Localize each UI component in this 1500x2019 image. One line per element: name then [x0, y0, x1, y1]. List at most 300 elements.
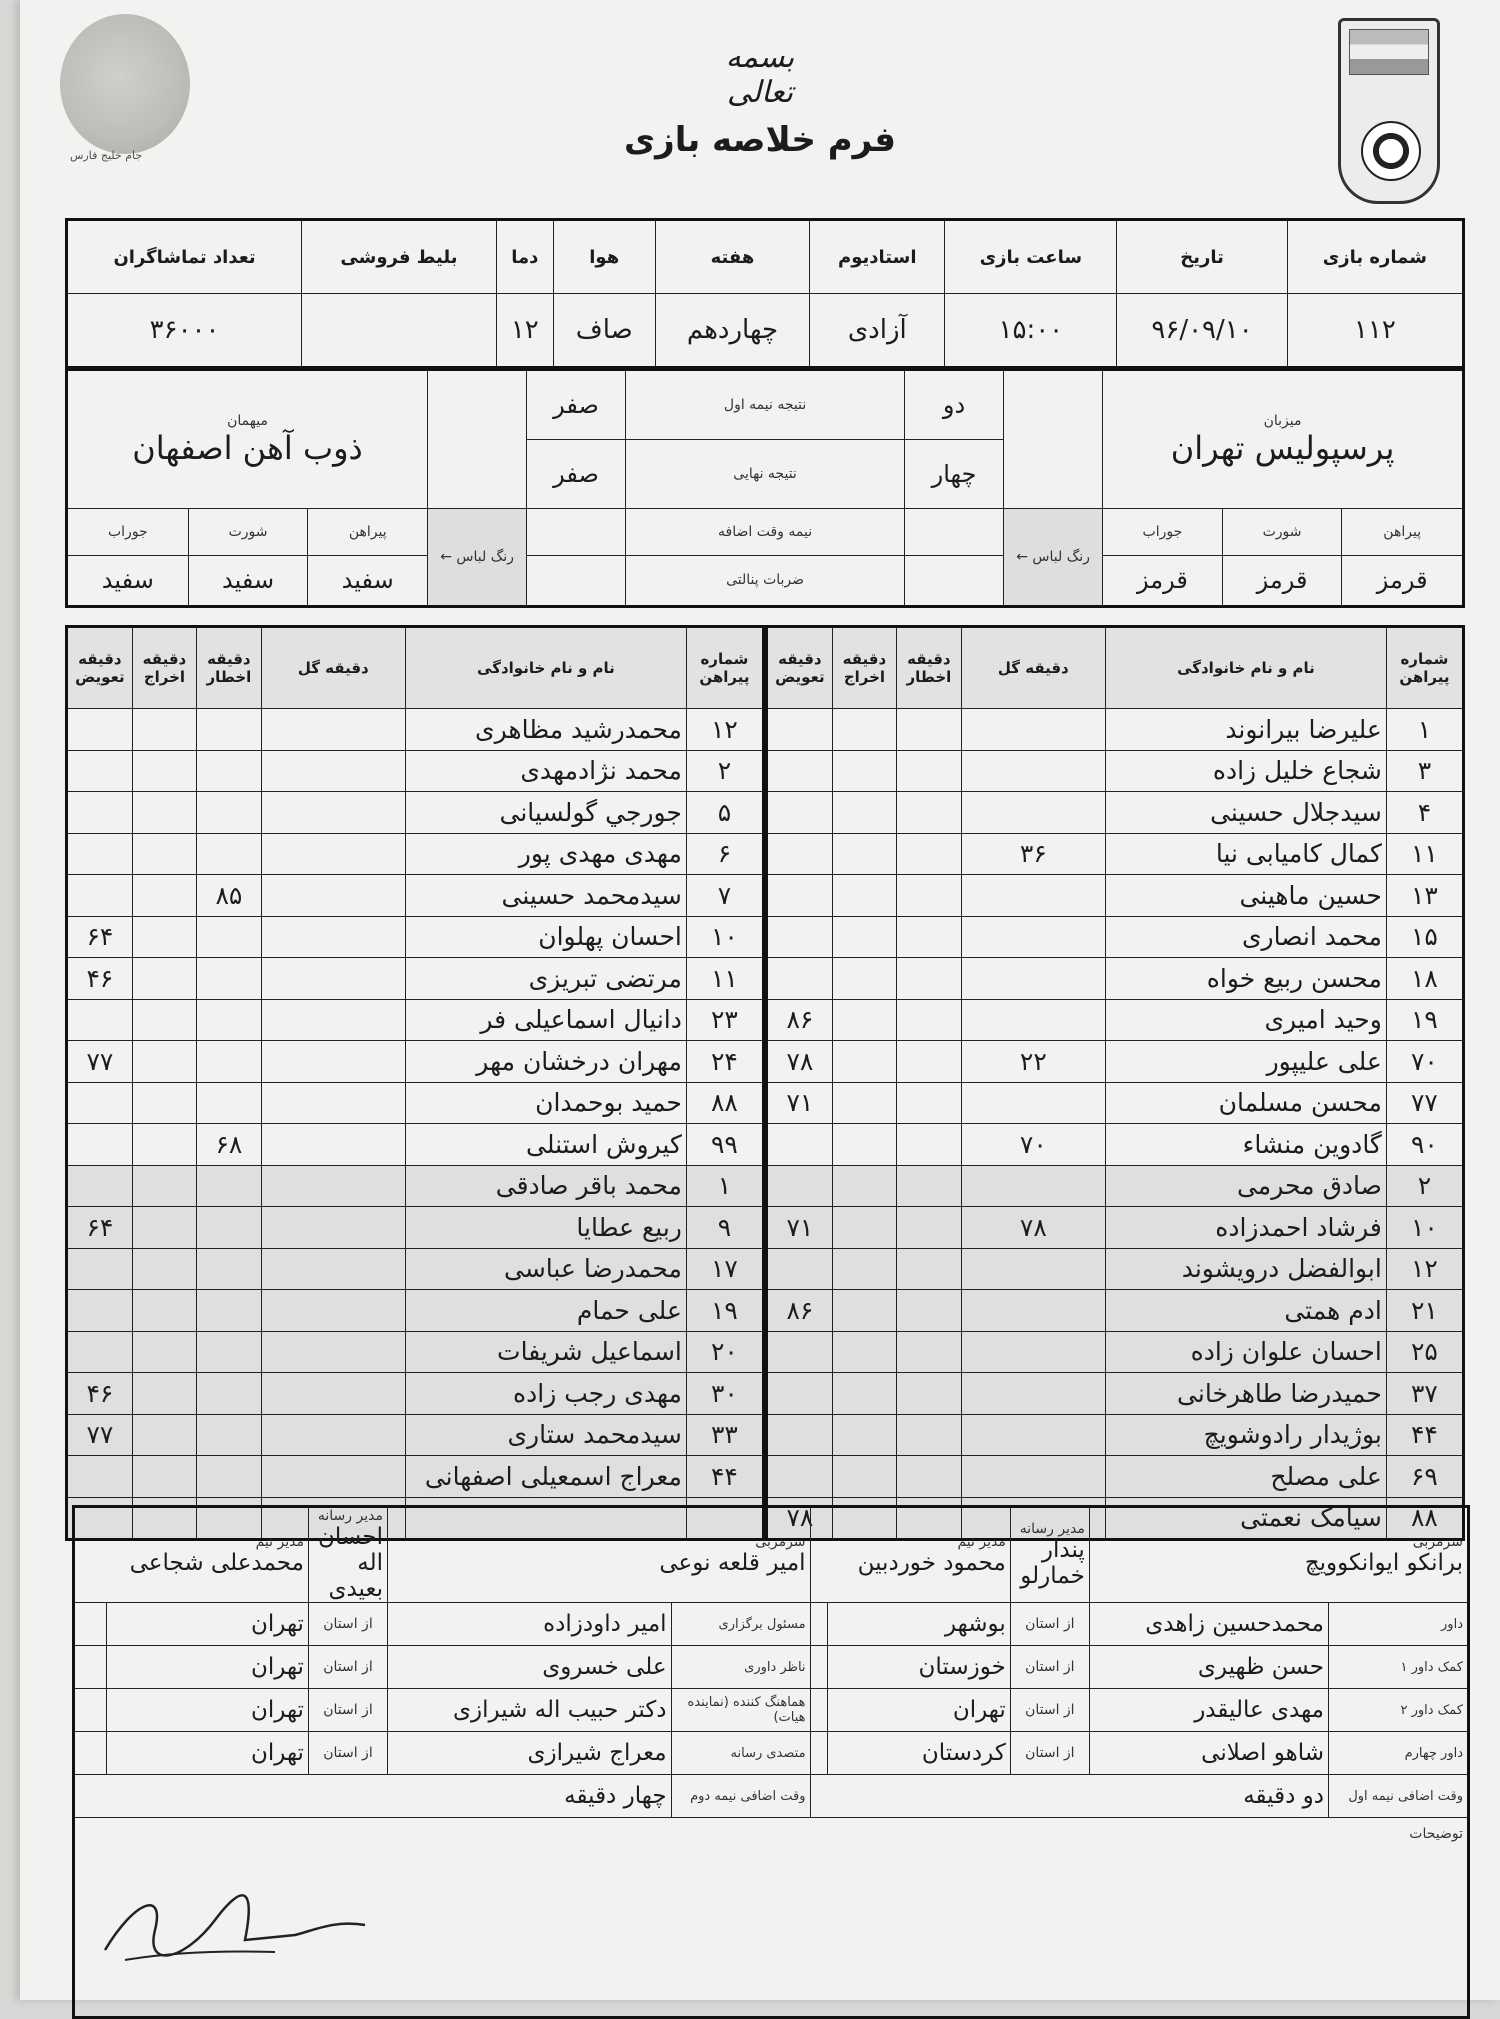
host-media-name: پندار خمارلو	[1020, 1537, 1085, 1589]
official-name: دکتر حبیب اله شیرازی	[387, 1689, 671, 1732]
sendoff-minute	[132, 1248, 196, 1290]
player-number: ۲۵	[1386, 1331, 1463, 1373]
col-warning: دقیقه اخطار	[897, 627, 961, 709]
player-number: ۹	[686, 1207, 763, 1249]
guest-coach-name: امیر قلعه نوعی	[659, 1550, 806, 1576]
host-player-row	[767, 916, 1464, 958]
player-name: مهدی مهدی پور	[405, 833, 686, 875]
sendoff-minute	[132, 1456, 196, 1498]
official-role: کمک داور ۱	[1329, 1646, 1469, 1689]
player-name: احسان پهلوان	[405, 916, 686, 958]
host-kit-space	[1004, 370, 1103, 509]
sendoff-minute	[132, 1414, 196, 1456]
substitution-minute	[67, 1290, 133, 1332]
host-player-row	[767, 875, 1464, 917]
label-weather: هوا	[553, 220, 655, 294]
host-manager-cell	[810, 1507, 1010, 1603]
guest-socks-color: سفید	[67, 555, 189, 606]
warning-minute	[897, 1041, 961, 1083]
player-number: ۷۷	[1386, 1082, 1463, 1124]
col-substitution: دقیقه تعویض	[767, 627, 833, 709]
player-name: ادم همتی	[1106, 1290, 1387, 1332]
official-role: ناظر داوری	[671, 1646, 810, 1689]
host-reserve-row	[767, 1331, 1464, 1373]
col-substitution: دقیقه تعویض	[67, 627, 133, 709]
sendoff-minute	[832, 999, 896, 1041]
warning-minute	[897, 792, 961, 834]
player-name: وحید امیری	[1106, 999, 1387, 1041]
goal-minute	[961, 1290, 1105, 1332]
substitution-minute	[67, 1456, 133, 1498]
extra-time-label: نیمه وقت اضافه	[626, 509, 905, 555]
player-number: ۷	[686, 875, 763, 917]
form-title: فرم خلاصه بازی	[623, 120, 897, 160]
goal-minute	[261, 916, 405, 958]
player-name: سیدمحمد حسینی	[405, 875, 686, 917]
host-reserve-row	[767, 1456, 1464, 1498]
iran-flag-icon	[1349, 29, 1429, 75]
from-province-label: از استان	[1010, 1732, 1089, 1775]
player-number: ۲۰	[686, 1331, 763, 1373]
substitution-minute	[67, 1082, 133, 1124]
guest-reserve-row	[67, 1414, 764, 1456]
sendoff-minute	[832, 1124, 896, 1166]
substitution-minute: ۴۶	[67, 1373, 133, 1415]
sendoff-minute	[132, 916, 196, 958]
host-final-score: چهار	[905, 439, 1004, 509]
warning-minute	[897, 875, 961, 917]
host-team-cell	[1103, 370, 1464, 509]
player-name: سیدمحمد ستاری	[405, 1414, 686, 1456]
player-name: احسان علوان زاده	[1106, 1331, 1387, 1373]
guest-player-row	[67, 1124, 764, 1166]
substitution-minute: ۷۷	[67, 1414, 133, 1456]
player-name: مرتضی تبریزی	[405, 958, 686, 1000]
warning-minute	[197, 999, 261, 1041]
goal-minute	[261, 1331, 405, 1373]
sendoff-minute	[132, 1290, 196, 1332]
goal-minute	[261, 1248, 405, 1290]
substitution-minute	[767, 1165, 833, 1207]
goal-minute	[261, 1041, 405, 1083]
value-temperature: ۱۲	[496, 294, 553, 368]
final-result-label: نتیجه نهایی	[626, 439, 905, 509]
warning-minute	[897, 916, 961, 958]
label-week: هفته	[655, 220, 810, 294]
official-row	[74, 1603, 1469, 1646]
substitution-minute	[67, 1124, 133, 1166]
warning-minute	[897, 709, 961, 751]
guest-player-row	[67, 792, 764, 834]
official-province: تهران	[827, 1689, 1010, 1732]
player-number: ۴	[1386, 792, 1463, 834]
goal-minute	[961, 1373, 1105, 1415]
player-name: محمد باقر صادقی	[405, 1165, 686, 1207]
col-name: نام و نام خانوادگی	[405, 627, 686, 709]
goal-minute	[261, 833, 405, 875]
guest-roster-header	[67, 627, 764, 709]
warning-minute	[197, 833, 261, 875]
player-number: ۳	[1386, 750, 1463, 792]
goal-minute	[261, 792, 405, 834]
host-team-name: پرسپولیس تهران	[1170, 428, 1395, 467]
warning-minute	[897, 1456, 961, 1498]
host-player-row	[767, 709, 1464, 751]
guest-team-cell	[67, 370, 428, 509]
player-number: ۶	[686, 833, 763, 875]
player-name: دانیال اسماعیلی فر	[405, 999, 686, 1041]
guest-media-cell	[308, 1507, 387, 1603]
host-reserve-row	[767, 1414, 1464, 1456]
substitution-minute	[767, 916, 833, 958]
goal-minute: ۷۰	[961, 1124, 1105, 1166]
sendoff-minute	[832, 750, 896, 792]
warning-minute	[197, 1290, 261, 1332]
player-name: سیامک نعمتی	[1106, 1497, 1387, 1540]
substitution-minute: ۷۱	[767, 1082, 833, 1124]
official-province: خوزستان	[827, 1646, 1010, 1689]
player-number: ۲	[1386, 1165, 1463, 1207]
substitution-minute: ۶۴	[67, 916, 133, 958]
guest-reserve-row	[67, 1290, 764, 1332]
col-warning: دقیقه اخطار	[197, 627, 261, 709]
host-first-half-score: دو	[905, 370, 1004, 440]
sendoff-minute	[132, 750, 196, 792]
substitution-minute: ۸۶	[767, 999, 833, 1041]
host-reserve-row	[767, 1248, 1464, 1290]
value-match-number: ۱۱۲	[1287, 294, 1463, 368]
official-province: کردستان	[827, 1732, 1010, 1775]
host-reserve-row	[767, 1373, 1464, 1415]
player-name: سیدجلال حسینی	[1106, 792, 1387, 834]
player-number: ۹۰	[1386, 1124, 1463, 1166]
player-number: ۱۰	[686, 916, 763, 958]
sendoff-minute	[832, 1041, 896, 1083]
host-player-row	[767, 833, 1464, 875]
official-role: داور چهارم	[1329, 1732, 1469, 1775]
substitution-minute: ۴۶	[67, 958, 133, 1000]
guest-manager-cell	[74, 1507, 309, 1603]
player-name: محمد انصاری	[1106, 916, 1387, 958]
value-date: ۹۶/۰۹/۱۰	[1117, 294, 1287, 368]
official-name: حسن ظهیری	[1089, 1646, 1328, 1689]
value-weather: صاف	[553, 294, 655, 368]
official-role: هماهنگ کننده (نماینده هیات)	[671, 1689, 810, 1732]
second-half-extra-value: چهار دقیقه	[74, 1775, 672, 1818]
warning-minute: ۸۵	[197, 875, 261, 917]
player-name: محمدرشید مظاهری	[405, 709, 686, 751]
guest-shorts-label: شورت	[188, 509, 308, 555]
official-row	[74, 1732, 1469, 1775]
guest-shorts-color: سفید	[188, 555, 308, 606]
player-name: جورجي گولسیانی	[405, 792, 686, 834]
substitution-minute	[767, 792, 833, 834]
substitution-minute	[767, 709, 833, 751]
guest-roster-table	[65, 625, 765, 1541]
substitution-minute	[67, 709, 133, 751]
guest-player-row	[67, 833, 764, 875]
substitution-minute	[767, 1124, 833, 1166]
goal-minute	[261, 958, 405, 1000]
player-number: ۱	[1386, 709, 1463, 751]
player-name: کمال کامیابی نیا	[1106, 833, 1387, 875]
first-half-extra-value: دو دقیقه	[810, 1775, 1328, 1818]
host-kit-arrow-label: رنگ لباس	[1032, 549, 1090, 566]
player-name: محسن مسلمان	[1106, 1082, 1387, 1124]
sendoff-minute	[832, 1456, 896, 1498]
col-name: نام و نام خانوادگی	[1106, 627, 1387, 709]
player-number: ۳۷	[1386, 1373, 1463, 1415]
sendoff-minute	[832, 792, 896, 834]
host-shirt-label: پیراهن	[1342, 509, 1464, 555]
warning-minute	[197, 916, 261, 958]
sendoff-minute	[832, 709, 896, 751]
official-name: شاهو اصلانی	[1089, 1732, 1328, 1775]
sendoff-minute	[132, 1331, 196, 1373]
substitution-minute: ۶۴	[67, 1207, 133, 1249]
persian-gulf-league-logo	[60, 14, 190, 162]
warning-minute	[197, 1207, 261, 1249]
player-number: ۶۹	[1386, 1456, 1463, 1498]
player-number: ۲۴	[686, 1041, 763, 1083]
guest-player-row	[67, 709, 764, 751]
goal-minute	[961, 1331, 1105, 1373]
from-province-label: از استان	[308, 1603, 387, 1646]
host-socks-label: جوراب	[1103, 509, 1223, 555]
warning-minute	[197, 1041, 261, 1083]
warning-minute	[897, 1373, 961, 1415]
warning-minute	[197, 1331, 261, 1373]
match-info-table	[65, 218, 1465, 369]
player-name: محمد نژادمهدی	[405, 750, 686, 792]
col-sendoff: دقیقه اخراج	[132, 627, 196, 709]
player-name: علی حمام	[405, 1290, 686, 1332]
value-ticket-sales	[302, 294, 497, 368]
goal-minute	[261, 875, 405, 917]
warning-minute	[197, 1248, 261, 1290]
spacer	[810, 1689, 827, 1732]
goal-minute	[261, 1124, 405, 1166]
host-shirt-color: قرمز	[1342, 555, 1464, 606]
official-role: داور	[1329, 1603, 1469, 1646]
sendoff-minute	[132, 709, 196, 751]
host-penalty-score	[905, 555, 1004, 606]
spacer	[810, 1732, 827, 1775]
handwritten-signature	[95, 1880, 375, 1970]
player-number: ۹۹	[686, 1124, 763, 1166]
player-number: ۲	[686, 750, 763, 792]
sendoff-minute	[832, 1165, 896, 1207]
substitution-minute: ۷۱	[767, 1207, 833, 1249]
player-name: ربیع عطایا	[405, 1207, 686, 1249]
guest-kit-arrow: رنگ لباس ←	[428, 509, 527, 607]
warning-minute	[897, 1207, 961, 1249]
host-role-label: میزبان	[1263, 412, 1302, 429]
host-player-row	[767, 792, 1464, 834]
sendoff-minute	[132, 875, 196, 917]
warning-minute	[897, 1165, 961, 1207]
warning-minute	[897, 999, 961, 1041]
player-number: ۱۱	[1386, 833, 1463, 875]
sendoff-minute	[132, 1207, 196, 1249]
goal-minute	[261, 1207, 405, 1249]
host-extra-time-score	[905, 509, 1004, 555]
guest-reserve-row	[67, 1248, 764, 1290]
substitution-minute	[767, 750, 833, 792]
player-number: ۴۴	[686, 1456, 763, 1498]
player-number: ۸۸	[686, 1082, 763, 1124]
host-media-cell	[1010, 1507, 1089, 1603]
warning-minute	[897, 1414, 961, 1456]
guest-team-name: ذوب آهن اصفهان	[132, 428, 363, 467]
player-number: ۱۱	[686, 958, 763, 1000]
goal-minute	[261, 750, 405, 792]
spacer	[810, 1646, 827, 1689]
guest-role-label: میهمان	[227, 412, 268, 429]
sendoff-minute	[132, 958, 196, 1000]
goal-minute	[261, 1373, 405, 1415]
guest-final-score: صفر	[527, 439, 626, 509]
player-number: ۱۹	[1386, 999, 1463, 1041]
spacer	[74, 1689, 107, 1732]
guest-player-row	[67, 750, 764, 792]
guest-reserve-row	[67, 1373, 764, 1415]
goal-minute	[261, 1082, 405, 1124]
col-sendoff: دقیقه اخراج	[832, 627, 896, 709]
label-temperature: دما	[496, 220, 553, 294]
guest-reserve-row	[67, 1165, 764, 1207]
from-province-label: از استان	[308, 1732, 387, 1775]
value-attendance: ۳۶۰۰۰	[67, 294, 302, 368]
warning-minute	[197, 958, 261, 1000]
official-role: مسئول برگزاری	[671, 1603, 810, 1646]
sendoff-minute	[132, 833, 196, 875]
goal-minute	[961, 792, 1105, 834]
goal-minute	[961, 1248, 1105, 1290]
official-row	[74, 1689, 1469, 1732]
goal-minute	[261, 1165, 405, 1207]
player-name: صادق محرمی	[1106, 1165, 1387, 1207]
host-roster-header	[767, 627, 1464, 709]
player-name: اسماعیل شریفات	[405, 1331, 686, 1373]
official-name: محمدحسین زاهدی	[1089, 1603, 1328, 1646]
host-player-row	[767, 1041, 1464, 1083]
col-goal: دقیقه گل	[261, 627, 405, 709]
guest-player-row	[67, 875, 764, 917]
player-number: ۸۸	[1386, 1497, 1463, 1540]
player-number: ۱۸	[1386, 958, 1463, 1000]
notes-label: توضیحات	[1409, 1826, 1463, 1842]
player-name: علی مصلح	[1106, 1456, 1387, 1498]
host-player-row	[767, 1082, 1464, 1124]
penalties-label: ضربات پنالتی	[626, 555, 905, 606]
goal-minute: ۷۸	[961, 1207, 1105, 1249]
sendoff-minute	[832, 1248, 896, 1290]
official-province: تهران	[106, 1732, 308, 1775]
substitution-minute	[67, 1248, 133, 1290]
col-number: شماره پیراهن	[686, 627, 763, 709]
sendoff-minute	[832, 1290, 896, 1332]
federation-logo	[1338, 18, 1440, 204]
guest-shirt-label: پیراهن	[308, 509, 428, 555]
goal-minute: ۲۲	[961, 1041, 1105, 1083]
official-name: علی خسروی	[387, 1646, 671, 1689]
warning-minute	[197, 709, 261, 751]
official-role: متصدی رسانه	[671, 1732, 810, 1775]
guest-extra-time-score	[527, 509, 626, 555]
spacer	[74, 1603, 107, 1646]
guest-reserve-row	[67, 1331, 764, 1373]
goal-minute	[961, 999, 1105, 1041]
col-number: شماره پیراهن	[1386, 627, 1463, 709]
warning-minute	[897, 1290, 961, 1332]
host-manager-name: محمود خوردبین	[857, 1550, 1006, 1576]
substitution-minute	[767, 958, 833, 1000]
sendoff-minute	[132, 1124, 196, 1166]
host-reserve-row	[767, 1207, 1464, 1249]
player-number: ۱۹	[686, 1290, 763, 1332]
host-player-row	[767, 1124, 1464, 1166]
warning-minute	[897, 1082, 961, 1124]
official-province: تهران	[106, 1646, 308, 1689]
guest-kit-arrow-label: رنگ لباس	[456, 549, 514, 566]
goal-minute	[961, 916, 1105, 958]
host-kit-arrow: رنگ لباس ←	[1004, 509, 1103, 607]
official-province: تهران	[106, 1603, 308, 1646]
label-match-number: شماره بازی	[1287, 220, 1463, 294]
player-name: حمیدرضا طاهرخانی	[1106, 1373, 1387, 1415]
guest-manager-name: محمدعلی شجاعی	[129, 1550, 304, 1576]
official-name: معراج شیرازی	[387, 1732, 671, 1775]
sendoff-minute	[832, 916, 896, 958]
player-number: ۳۰	[686, 1373, 763, 1415]
sendoff-minute	[832, 833, 896, 875]
official-name: امیر داودزاده	[387, 1603, 671, 1646]
goal-minute	[961, 1414, 1105, 1456]
player-number: ۷۰	[1386, 1041, 1463, 1083]
from-province-label: از استان	[1010, 1603, 1089, 1646]
player-number: ۴۴	[1386, 1414, 1463, 1456]
goal-minute	[961, 958, 1105, 1000]
player-name: حسین ماهینی	[1106, 875, 1387, 917]
goal-minute	[961, 1165, 1105, 1207]
player-name: محسن ربیع خواه	[1106, 958, 1387, 1000]
label-ticket-sales: بلیط فروشی	[302, 220, 497, 294]
guest-kit-space	[428, 370, 527, 509]
from-province-label: از استان	[1010, 1689, 1089, 1732]
value-time: ۱۵:۰۰	[945, 294, 1117, 368]
warning-minute	[897, 1331, 961, 1373]
teams-results-table	[65, 368, 1465, 608]
host-player-row	[767, 958, 1464, 1000]
warning-minute	[197, 1456, 261, 1498]
sendoff-minute	[132, 1082, 196, 1124]
host-shorts-label: شورت	[1222, 509, 1342, 555]
guest-player-row	[67, 1041, 764, 1083]
spacer	[74, 1732, 107, 1775]
host-shorts-color: قرمز	[1222, 555, 1342, 606]
sendoff-minute	[132, 1373, 196, 1415]
guest-player-row	[67, 916, 764, 958]
warning-minute	[197, 792, 261, 834]
player-number: ۱۳	[1386, 875, 1463, 917]
player-number: ۱۲	[1386, 1248, 1463, 1290]
guest-shirt-color: سفید	[308, 555, 428, 606]
bismillah: بسمه تعالی	[725, 40, 795, 110]
official-province: بوشهر	[827, 1603, 1010, 1646]
sendoff-minute	[832, 1331, 896, 1373]
official-province: تهران	[106, 1689, 308, 1732]
